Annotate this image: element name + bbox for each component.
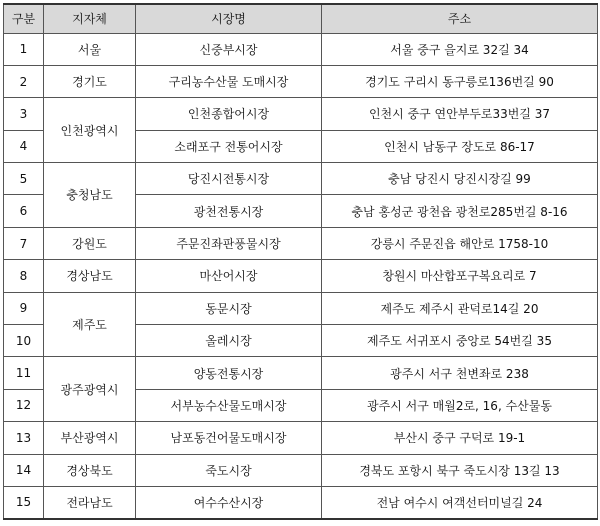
table-row xyxy=(4,98,598,130)
cell-market: 마산어시장 xyxy=(136,260,322,292)
cell-region: 서울 xyxy=(44,33,136,65)
cell-region: 부산광역시 xyxy=(44,422,136,454)
cell-region: 강원도 xyxy=(44,227,136,259)
header-no: 구분 xyxy=(4,4,44,33)
cell-address: 충남 홍성군 광천읍 광천로285번길 8-16 xyxy=(322,195,598,227)
table-row xyxy=(4,163,598,195)
cell-region: 경상북도 xyxy=(44,454,136,486)
cell-no: 9 xyxy=(4,292,44,324)
header-address: 주소 xyxy=(322,4,598,33)
cell-address: 경북도 포항시 북구 죽도시장 13길 13 xyxy=(322,454,598,486)
cell-no: 10 xyxy=(4,325,44,357)
cell-market: 죽도시장 xyxy=(136,454,322,486)
cell-market: 신중부시장 xyxy=(136,33,322,65)
cell-market: 남포동건어물도매시장 xyxy=(136,422,322,454)
cell-address: 부산시 중구 구덕로 19-1 xyxy=(322,422,598,454)
cell-market: 여수수산시장 xyxy=(136,486,322,518)
cell-region: 제주도 xyxy=(44,292,136,357)
cell-no: 4 xyxy=(4,130,44,162)
cell-address: 경기도 구리시 동구릉로136번길 90 xyxy=(322,65,598,97)
cell-no: 7 xyxy=(4,227,44,259)
cell-no: 13 xyxy=(4,422,44,454)
cell-market: 인천종합어시장 xyxy=(136,98,322,130)
cell-no: 2 xyxy=(4,65,44,97)
cell-market: 소래포구 전통어시장 xyxy=(136,130,322,162)
cell-region: 전라남도 xyxy=(44,486,136,518)
header-row xyxy=(4,4,598,33)
cell-address: 전남 여수시 여객선터미널길 24 xyxy=(322,486,598,518)
cell-market: 동문시장 xyxy=(136,292,322,324)
cell-address: 창원시 마산합포구복요리로 7 xyxy=(322,260,598,292)
cell-address: 제주도 서귀포시 중앙로 54번길 35 xyxy=(322,325,598,357)
cell-market: 광천전통시장 xyxy=(136,195,322,227)
cell-market: 당진시전통시장 xyxy=(136,163,322,195)
cell-no: 5 xyxy=(4,163,44,195)
cell-no: 8 xyxy=(4,260,44,292)
cell-address: 인천시 중구 연안부두로33번길 37 xyxy=(322,98,598,130)
cell-address: 강릉시 주문진읍 해안로 1758-10 xyxy=(322,227,598,259)
cell-region: 경기도 xyxy=(44,65,136,97)
cell-no: 3 xyxy=(4,98,44,130)
cell-region: 광주광역시 xyxy=(44,357,136,422)
table-row xyxy=(4,33,598,65)
table-row xyxy=(4,454,598,486)
cell-region: 인천광역시 xyxy=(44,98,136,163)
table-body xyxy=(4,33,598,519)
cell-address: 광주시 서구 천변좌로 238 xyxy=(322,357,598,389)
cell-no: 14 xyxy=(4,454,44,486)
cell-address: 인천시 남동구 장도로 86-17 xyxy=(322,130,598,162)
cell-no: 12 xyxy=(4,389,44,421)
cell-address: 충남 당진시 당진시장길 99 xyxy=(322,163,598,195)
table-row xyxy=(4,357,598,389)
market-table-container xyxy=(3,3,598,520)
table-row xyxy=(4,227,598,259)
cell-market: 구리농수산물 도매시장 xyxy=(136,65,322,97)
cell-no: 6 xyxy=(4,195,44,227)
table-row xyxy=(4,486,598,518)
cell-region: 충청남도 xyxy=(44,163,136,228)
cell-region: 경상남도 xyxy=(44,260,136,292)
market-table xyxy=(3,3,598,520)
table-row xyxy=(4,65,598,97)
cell-no: 15 xyxy=(4,486,44,518)
table-row xyxy=(4,422,598,454)
cell-address: 서울 중구 을지로 32길 34 xyxy=(322,33,598,65)
table-header xyxy=(4,4,598,33)
cell-no: 1 xyxy=(4,33,44,65)
cell-market: 양동전통시장 xyxy=(136,357,322,389)
cell-address: 광주시 서구 매월2로, 16, 수산물동 xyxy=(322,389,598,421)
cell-no: 11 xyxy=(4,357,44,389)
header-region: 지자체 xyxy=(44,4,136,33)
cell-market: 서부농수산물도매시장 xyxy=(136,389,322,421)
table-row xyxy=(4,292,598,324)
header-market: 시장명 xyxy=(136,4,322,33)
cell-address: 제주도 제주시 관덕로14길 20 xyxy=(322,292,598,324)
cell-market: 올레시장 xyxy=(136,325,322,357)
table-row xyxy=(4,260,598,292)
cell-market: 주문진좌판풍물시장 xyxy=(136,227,322,259)
